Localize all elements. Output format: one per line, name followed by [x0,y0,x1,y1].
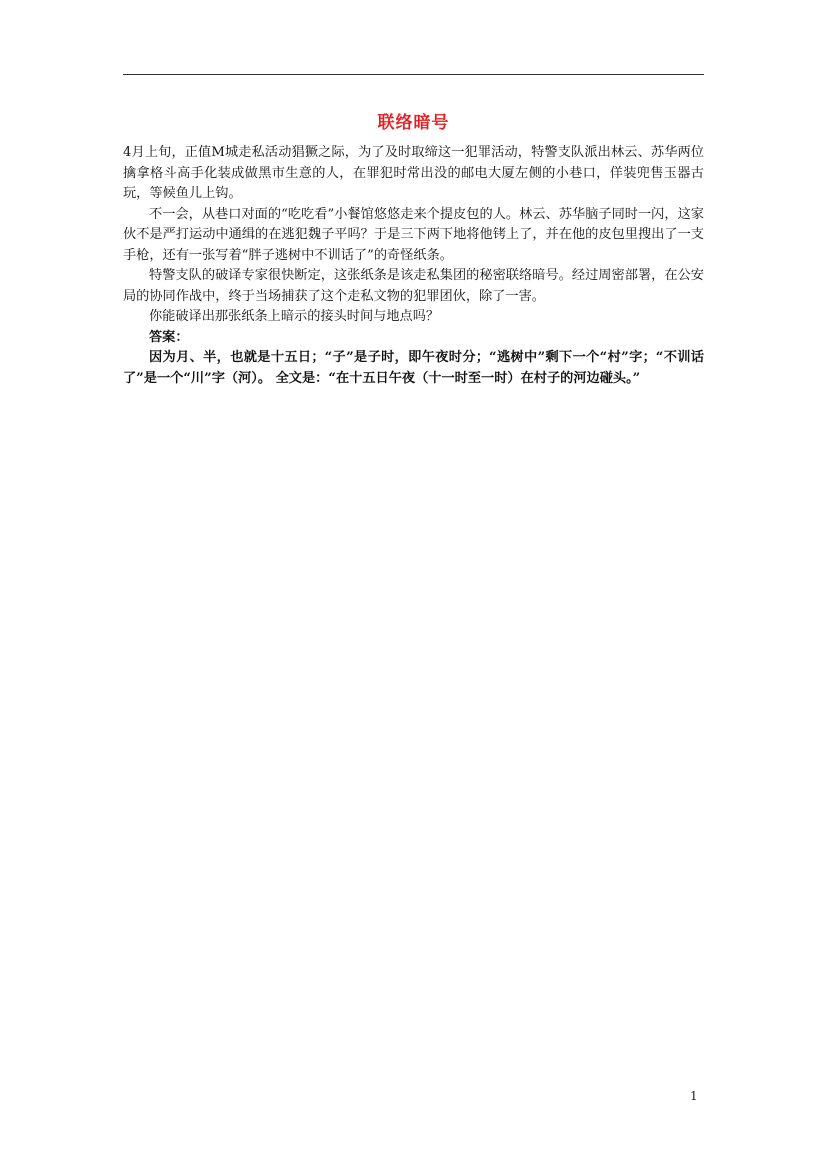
answer-label: 答案： [149,329,189,345]
document-body [123,143,704,389]
paragraph-2: 不一会，从巷口对面的“吃吃看”小餐馆悠悠走来个提皮包的人。林云、苏华脑子同时一闪，这家伙不是严打运动中通缉的在逃犯魏子平吗？于是三下两下地将他铐上了，并在他的皮包里搜出了一支手枪，还有一张写着“胖子逃树中不训话了”的奇怪纸条。 [123,206,704,263]
question-paragraph: 你能破译出那张纸条上暗示的接头时间与地点吗？ [149,309,440,324]
paragraph-3: 特警支队的破译专家很快断定，这张纸条是该走私集团的秘密联络暗号。经过周密部署，在公安局的协同作战中，终于当场捕获了这个走私文物的犯罪团伙，除了一害。 [123,268,704,304]
page-number: 1 [690,1089,698,1103]
header-rule [123,74,704,75]
paragraph-1: 4月上旬，正值M城走私活动猖獗之际，为了及时取缔这一犯罪活动，特警支队派出林云、苏华两位擒拿格斗高手化装成做黑市生意的人，在罪犯时常出没的邮电大厦左侧的小巷口，佯装兜售玉器古玩，等候鱼儿上钩。 [123,145,704,201]
page-title: 联络暗号 [377,113,450,133]
answer-text: 因为月、半，也就是十五日；“子”是子时，即午夜时分；“逃树中”剩下一个“村”字；“不训话了”是一个“川”字（河）。 全文是：“在十五日午夜（十一时至一时）在村子的河边碰头。” [123,350,704,386]
